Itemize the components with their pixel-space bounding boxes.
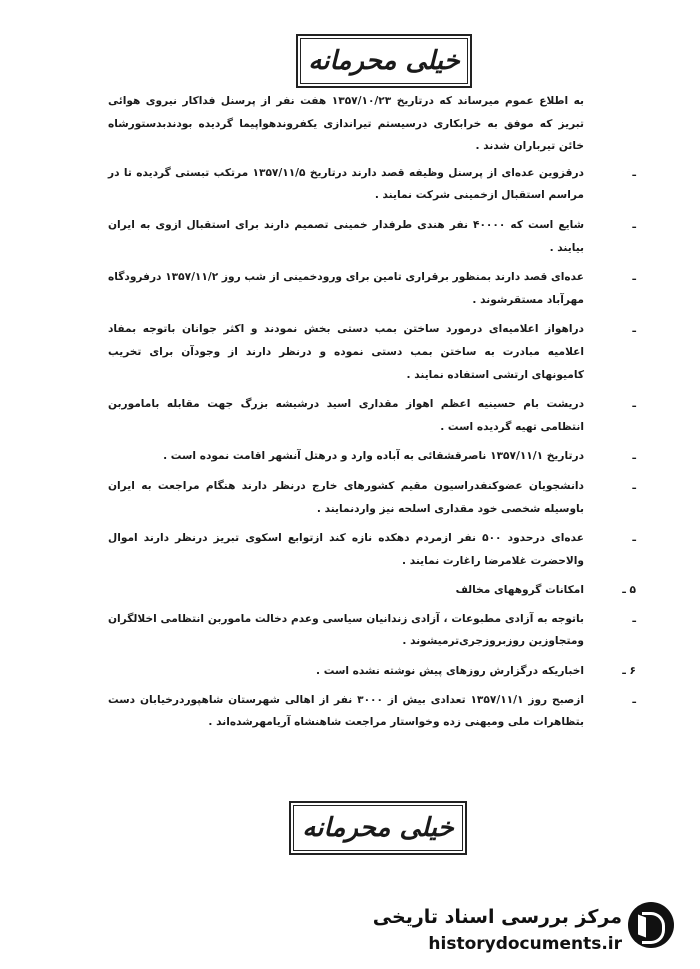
- item-text: عده‌ای درحدود ۵۰۰ نفر ازمردم دهکده نازه کند ازتوابع اسکوی تبریز درنظر دارند اموال والاحضرت غلامرضا راغارت نمایند .: [108, 532, 584, 567]
- item-dash: ـ: [632, 693, 636, 706]
- item-text: دریشت بام حسینیه اعظم اهواز مقداری اسید درشیشه بزرگ جهت مقابله باماموربن انتظامی تهیه گردیده است .: [108, 398, 584, 433]
- item-dash: ـ: [632, 479, 636, 492]
- section-5-heading: [108, 579, 636, 602]
- section-number: ۵ ـ: [622, 584, 636, 597]
- list-item: [108, 214, 636, 259]
- list-item: [108, 393, 636, 438]
- list-item: [108, 527, 636, 572]
- stamp-text: خیلی محرمانه: [293, 805, 463, 851]
- item-text: عده‌ای قصد دارند بمنظور برقراری تامین برای ورودخمینی از شب روز ۱۳۵۷/۱۱/۲ درفرودگاه مهرآباد مستقرشوند .: [108, 271, 584, 306]
- document-body: [108, 90, 636, 741]
- item-dash: ـ: [632, 450, 636, 463]
- item-text: باتوجه به آزادی مطبوعات ، آزادی زندانیان سیاسی وعدم دخالت ماموربن انتظامی اخلالگران ومتجاوزین روزبروزجری‌ترمیشوند .: [108, 612, 584, 648]
- list-item: [108, 318, 636, 386]
- item-text: شایع است که ۴۰۰۰۰ نفر هندی طرفدار خمینی تصمیم دارند برای استقبال ازوی به ایران بیایند .: [108, 218, 584, 254]
- classification-stamp-bottom: [289, 801, 467, 855]
- list-item: [108, 689, 636, 734]
- item-dash: ـ: [632, 271, 636, 284]
- item-text: دانشجویان عضوکنفدراسیون مقیم کشورهای خارج درنظر دارند هنگام مراجعت به ایران باوسیله شخصی خود مقداری اسلحه نیز واردنمایند .: [108, 479, 584, 515]
- item-text: دراهواز اعلامیه‌ای درمورد ساختن بمب دستی بخش نمودند و اکثر جوانان باتوجه بمفاد اعلامیه مبادرت به ساختن بمب دستی نموده و درنظر دارند از وجودآن برای تخریب کامیونهای ارتشی استفاده نمایند .: [108, 323, 584, 381]
- list-item: [108, 608, 636, 653]
- item-dash: ـ: [632, 612, 636, 625]
- item-dash: ـ: [632, 218, 636, 231]
- list-item: [108, 162, 636, 207]
- item-dash: ـ: [632, 398, 636, 411]
- item-dash: ـ: [632, 323, 636, 336]
- archive-logo-icon: [628, 902, 674, 948]
- item-text: درتاریخ ۱۳۵۷/۱۱/۱ ناصرقشقائی به آباده وارد و درهتل آنشهر اقامت نموده است .: [163, 450, 584, 463]
- list-item: [108, 445, 636, 468]
- section-title: اخباریکه درگزارش روزهای پیش نوشته نشده است .: [316, 665, 584, 678]
- section-number: ۶ ـ: [622, 665, 636, 678]
- item-text: ازصبح روز ۱۳۵۷/۱۱/۱ تعدادی بیش از ۳۰۰۰ نفر از اهالی شهرستان شاهپوردرخیابان دست بتظاهرات ملی ومیهنی زده وخواستار مراجعت شاهنشاه آریامهرشده‌اند .: [108, 693, 584, 729]
- section-title: امکانات گروههای مخالف: [455, 584, 584, 597]
- footer-title: مرکز بررسی اسناد تاریخی: [372, 906, 622, 928]
- footer-url[interactable]: historydocuments.ir: [428, 934, 622, 954]
- item-text: درقزوین عده‌ای از پرسنل وظیفه قصد دارند درتاریخ ۱۳۵۷/۱۱/۵ مرتکب تبستی گردیده تا در مراسم استقبال ازخمینی شرکت نمایند .: [108, 166, 584, 202]
- stamp-text: خیلی محرمانه: [300, 38, 468, 84]
- section-6-heading: [108, 660, 636, 683]
- classification-stamp-top: [296, 34, 472, 88]
- intro-paragraph: به اطلاع عموم میرساند که درتاریخ ۱۳۵۷/۱۰/۲۳ هفت نفر از پرسنل فداکار نیروی هوائی تبریز که موفق به خرابکاری درسیستم تیراندازی یکفروندهواپیما گردیده بودندبدستورشاه خائن تیرباران شدند .: [108, 95, 584, 153]
- list-item: [108, 475, 636, 520]
- item-dash: ـ: [632, 532, 636, 545]
- list-item: [108, 266, 636, 311]
- item-dash: ـ: [632, 166, 636, 179]
